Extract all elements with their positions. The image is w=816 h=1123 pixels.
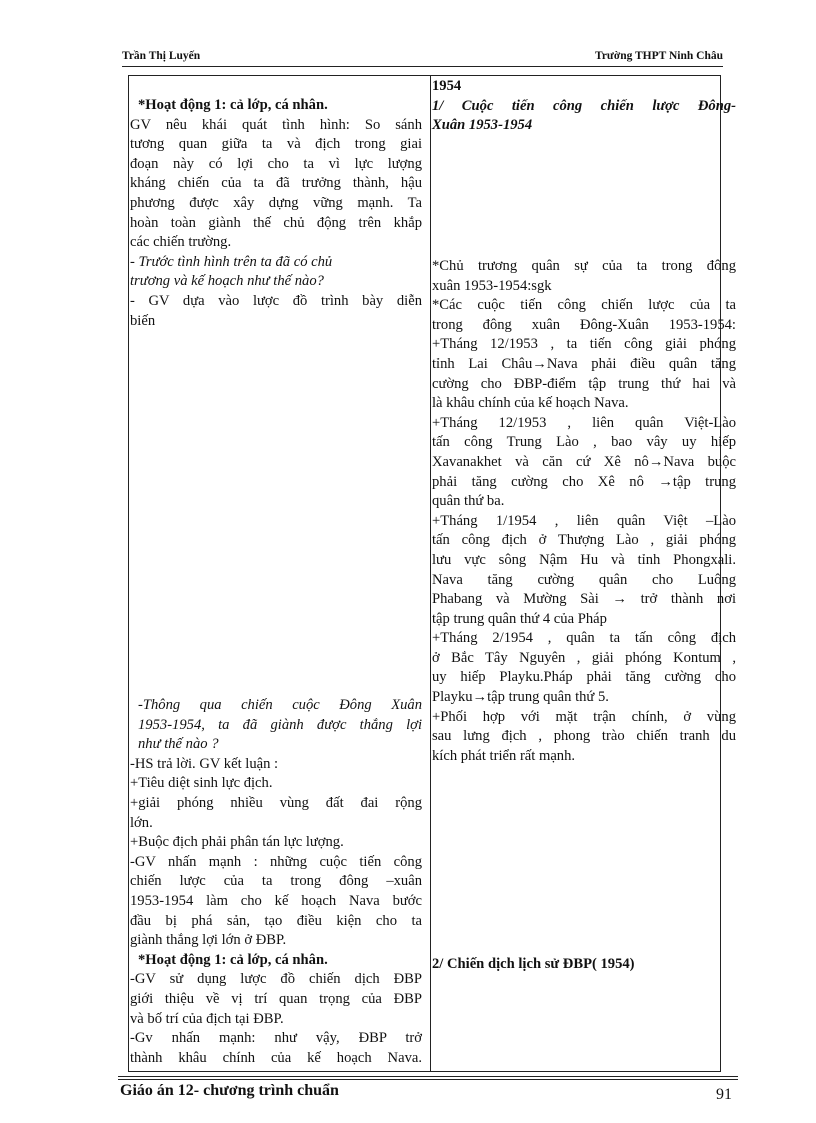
text-line: cường cho ĐBP-điểm tập trung thứ hai và: [432, 375, 736, 392]
section-heading-2: 2/ Chiến dịch lịch sử ĐBP( 1954): [432, 956, 635, 972]
question-line: - Trước tình hình trên ta đã có chủ: [130, 253, 333, 270]
question-line: -Thông qua chiến cuộc Đông Xuân: [138, 697, 422, 713]
activity-heading: *Hoạt động 1: cả lớp, cá nhân.: [138, 97, 328, 113]
text-line: sau lưng địch , phong trào chiến tranh du: [432, 728, 736, 745]
text-line: các chiến trường.: [130, 234, 232, 251]
column-divider: [430, 76, 431, 1071]
text-line: lưu vực sông Nậm Hu và tỉnh Phongxali.: [432, 551, 736, 568]
text-line: uy hiếp Playku.Pháp phải tăng cường cho: [432, 669, 736, 686]
text-line: +giải phóng nhiều vùng đất đai rộng: [130, 794, 422, 811]
text-line: tỉnh Lai Châu→Nava phải điều quân tăng: [432, 355, 736, 372]
left-column: [130, 96, 422, 331]
page-header: [122, 50, 723, 67]
text-line: biến: [130, 312, 156, 329]
text-line: *Các cuộc tiến công chiến lược của ta: [432, 297, 736, 314]
text-line: -HS trả lời. GV kết luận :: [130, 755, 279, 772]
text-line: ở Bắc Tây Nguyên , giải phóng Kontum ,: [432, 649, 736, 666]
section-heading-1: 1/ Cuộc tiến công chiến lược Đông-: [432, 97, 736, 114]
text-line: xuân 1953-1954:sgk: [432, 277, 552, 294]
text-line: tấn công địch ở Thượng Lào , giải phóng: [432, 532, 736, 549]
text-line: -GV nhấn mạnh : những cuộc tiến công: [130, 853, 422, 870]
question-line: 1953-1954, ta đã giành được thắng lợi: [138, 716, 422, 733]
header-school: Trường THPT Ninh Châu: [595, 50, 723, 62]
right-column-section-2: [432, 955, 736, 975]
text-line: thành khâu chính của kế hoạch Nava.: [130, 1049, 422, 1066]
text-line: kích phát triển rất mạnh.: [432, 747, 576, 764]
text-line: đoạn này có lợi cho ta vì lực lượng: [130, 155, 422, 172]
text-line: lớn.: [130, 814, 153, 831]
text-line: +Phối hợp với mặt trận chính, ở vùng: [432, 708, 736, 725]
text-line: tương quan giữa ta và địch trong giai: [130, 136, 422, 153]
question-line: như thế nào ?: [138, 736, 219, 753]
text-line: phải tăng cường cho Xê nô →tập trung: [432, 473, 736, 490]
right-column-top: [432, 77, 736, 136]
text-line: chiến lược của ta trong đông –xuân: [130, 873, 422, 890]
text-line: *Chủ trương quân sự của ta trong đông: [432, 258, 736, 274]
text-line: tấn công Trung Lào , bao vây uy hiếp: [432, 434, 736, 451]
text-line: -Gv nhấn mạnh: như vậy, ĐBP trở: [130, 1030, 422, 1047]
section-heading-1-cont: Xuân 1953-1954: [432, 117, 533, 134]
header-author: Trần Thị Luyến: [122, 50, 201, 62]
text-line: +Tháng 12/1953 , ta tiến công giải phóng: [432, 336, 736, 353]
text-line: hoàn toàn giành thế chủ động trên khắp: [130, 214, 422, 231]
text-line: trong đông xuân Đông-Xuân 1953-1954:: [432, 316, 736, 333]
text-line: Playku→tập trung quân thứ 5.: [432, 689, 609, 706]
footer-title: Giáo án 12- chương trình chuẩn: [120, 1082, 339, 1099]
page-number: 91: [716, 1086, 732, 1103]
question-line: trương và kế hoạch như thế nào?: [130, 273, 324, 290]
text-line: GV nêu khái quát tình hình: So sánh: [130, 116, 422, 133]
activity-heading: *Hoạt động 1: cả lớp, cá nhân.: [138, 951, 328, 968]
text-line: giới thiệu về vị trí quan trọng của ĐBP: [130, 990, 422, 1007]
text-line: Phabang và Mường Sài → trở thành nơi: [432, 591, 736, 608]
left-column-conclusion: [130, 696, 422, 1068]
text-line: Nava tăng cường quân cho Luông: [432, 571, 736, 588]
text-line: - GV dựa vào lược đồ trình bày diễn: [130, 292, 422, 309]
text-line: -GV sử dụng lược đồ chiến dịch ĐBP: [130, 971, 422, 988]
text-line: đầu bị phá sản, tạo điều kiện cho ta: [130, 912, 422, 929]
text-line: Xavanakhet và căn cứ Xê nô→Nava buộc: [432, 453, 736, 470]
text-line: +Tháng 1/1954 , liên quân Việt –Lào: [432, 512, 736, 529]
text-line: +Tiêu diệt sinh lực địch.: [130, 775, 273, 792]
text-line: phương được xây dựng vững mạnh. Ta: [130, 194, 422, 211]
text-line: là khâu chính của kế hoạch Nava.: [432, 395, 629, 412]
text-line: 1953-1954 làm cho kế hoạch Nava bước: [130, 892, 422, 909]
text-line: tập trung quân thứ 4 của Pháp: [432, 610, 607, 627]
text-line: +Tháng 2/1954 , quân ta tấn công địch: [432, 630, 736, 647]
text-line: +Buộc địch phải phân tán lực lượng.: [130, 834, 344, 851]
text-line: giành thắng lợi lớn ở ĐBP.: [130, 932, 287, 949]
text-line: kháng chiến của ta đã trưởng thành, hậu: [130, 175, 422, 192]
text-line: +Tháng 12/1953 , liên quân Việt-Lào: [432, 414, 736, 431]
year-label: 1954: [432, 78, 462, 94]
text-line: quân thứ ba.: [432, 493, 505, 510]
page-footer: [118, 1076, 738, 1111]
text-line: và bố trí của địch tại ĐBP.: [130, 1010, 284, 1027]
right-column-body: [432, 257, 736, 766]
